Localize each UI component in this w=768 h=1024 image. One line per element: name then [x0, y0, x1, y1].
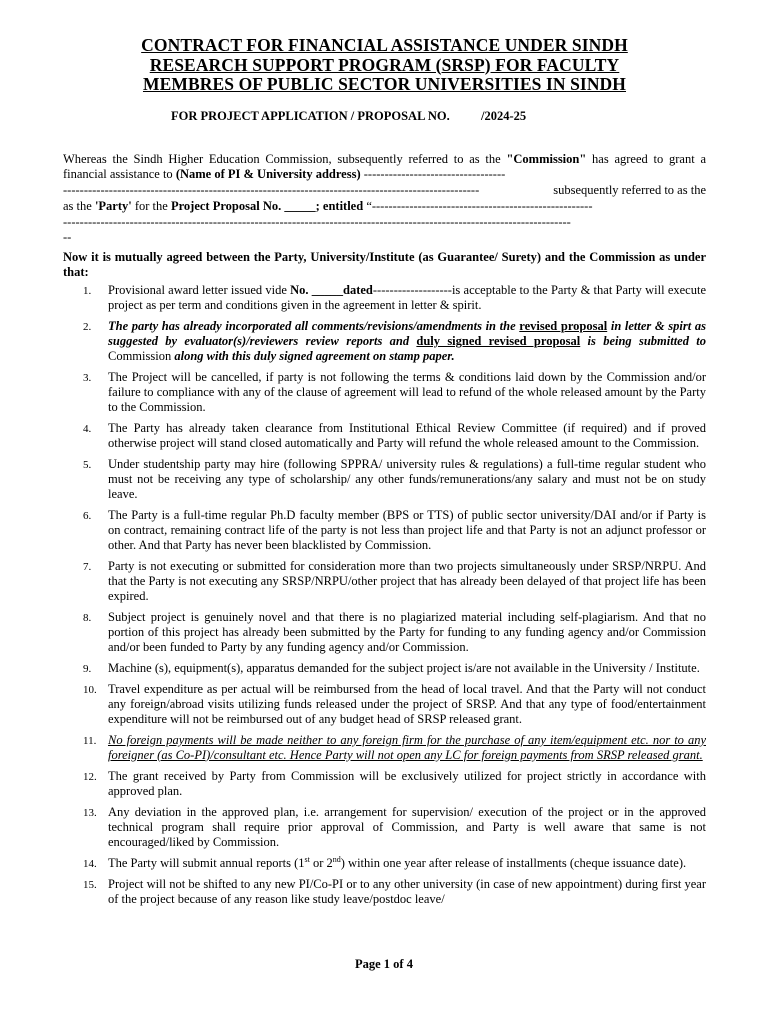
- blank-line: --------------------------------------------------------------------------------------------------------------------------: [63, 214, 571, 229]
- intro-text: for the: [131, 198, 171, 213]
- clause-text: is being submitted to: [580, 334, 707, 349]
- commission-term: "Commission": [506, 151, 587, 166]
- clause-text: ) within one year after release of installments (cheque issuance date).: [340, 855, 687, 870]
- intro-text: as the: [63, 198, 95, 213]
- agreement-statement: Now it is mutually agreed between the Party, University/Institute (as Guarantee/ Surety) and the Commission as under that:: [63, 250, 706, 280]
- clause-7: [63, 559, 706, 604]
- clause-text: Subject project is genuinely novel and that there is no plagiarized material including self-plagiarism. And that no portion of this project has already been submitted by the Party for funding to any funding agency and/or Commission and/or been funded to Party by any funding agency and/or Commission.: [108, 609, 706, 654]
- clause-text: The party has already incorporated all comments/revisions/amendments in the: [108, 319, 520, 334]
- clause-text: No foreign payments will be made neither to any foreign firm for the purchase of any item/equipment etc. nor to any foreigner (as Co-PI)/consultant etc. Hence Party will not open any LC for foreign payments from SRSP released grant.: [108, 732, 706, 762]
- clause-number: 11.: [83, 734, 97, 747]
- clause-13: [63, 805, 706, 850]
- blank-line: --: [63, 230, 72, 245]
- clause-text: The Project will be cancelled, if party is not following the terms & conditions laid down by the Commission and/or failure to compliance with any of the clause of agreement will lead to refund of the whole released amount by the Party to the Commission.: [108, 370, 706, 414]
- clause-text: The grant received by Party from Commission will be exclusively utilized for project strictly in accordance with approved plan.: [108, 768, 706, 798]
- clause-bold: duly signed revised proposal: [416, 334, 581, 349]
- clause-6: [63, 508, 706, 553]
- clause-10: [63, 682, 706, 727]
- clause-number: 9.: [83, 662, 92, 675]
- clause-15: [63, 877, 706, 907]
- clause-text: Travel expenditure as per actual will be reimbursed from the head of local travel. And that the Party will not conduct any foreign/abroad visits utilizing funds released under the project of SRSP. And that any type of food/entertainment expenditure will not be reimbursed out of any budget head of SRSP released grant.: [108, 681, 706, 726]
- party-term: 'Party': [94, 198, 132, 213]
- clause-text: The Party is a full-time regular Ph.D faculty member (BPS or TTS) of public sector university/DAI and/or if Party is on contract, remaining contract life of the party is not less than project life and that Party is not an adjunct professor or other. And that Party has never been blacklisted by Commission.: [108, 508, 706, 552]
- proposal-number-line: FOR PROJECT APPLICATION / PROPOSAL NO. /2024-25: [171, 108, 527, 123]
- clause-8: [63, 610, 706, 655]
- clause-number: 8.: [83, 611, 92, 624]
- page-number: Page 1 of 4: [355, 957, 413, 971]
- clause-text: Commission: [108, 349, 172, 364]
- clause-3: [63, 370, 706, 415]
- intro-text: subsequently referred to as the: [553, 183, 706, 198]
- clause-14: [63, 856, 706, 871]
- clause-5: [63, 457, 706, 502]
- clause-bold: revised proposal: [519, 319, 608, 334]
- superscript: st: [304, 854, 310, 864]
- clause-9: [63, 661, 706, 676]
- clause-text: along with this duly signed agreement on stamp paper.: [171, 349, 455, 364]
- clause-number: 6.: [83, 510, 92, 522]
- blank-line: ----------------------------------: [360, 167, 506, 182]
- clause-2: [63, 319, 706, 364]
- clause-number: 10.: [83, 683, 97, 696]
- clauses-list: [63, 283, 706, 906]
- clause-number: 3.: [83, 372, 92, 385]
- clause-number: 4.: [83, 423, 92, 436]
- clause-number: 14.: [83, 857, 97, 870]
- title-line-3: MEMBRES OF PUBLIC SECTOR UNIVERSITIES IN SINDH: [142, 74, 627, 94]
- clause-12: [63, 769, 706, 799]
- clause-text: Project will not be shifted to any new PI/Co-PI or to any other university (in case of new appointment) during first year of the project because of any reason like study leave/postdoc leave/: [108, 876, 706, 906]
- clause-text: in letter & spirt as suggested by evaluator(s)/reviewers review reports and: [108, 319, 706, 349]
- clause-1: [63, 283, 706, 313]
- clause-text: Any deviation in the approved plan, i.e. arrangement for supervision/ execution of the project or in the approved technical program shall require prior approval of Commission, and Party is well aware that same is not encouraged/liked by Commission.: [108, 804, 706, 849]
- intro-row: [63, 183, 706, 199]
- document-title: [63, 36, 706, 95]
- title-line-2: RESEARCH SUPPORT PROGRAM (SRSP) FOR FACULTY: [149, 54, 620, 75]
- superscript: nd: [332, 854, 341, 864]
- clause-bold: No. _____dated: [290, 283, 373, 298]
- clause-number: 13.: [83, 806, 97, 819]
- clause-number: 7.: [83, 560, 92, 573]
- title-line-1: CONTRACT FOR FINANCIAL ASSISTANCE UNDER SINDH: [141, 35, 628, 55]
- clause-11: [63, 733, 706, 763]
- clause-text: The Party will submit annual reports (1: [108, 855, 305, 870]
- clause-text: Under studentship party may hire (following SPPRA/ university rules & regulations) a full-time regular student who must not be receiving any type of scholarship/ any other funds/remunerations/any salary and must not be on study leave.: [108, 457, 706, 501]
- clause-text: The Party has already taken clearance from Institutional Ethical Review Committee (if required) and if proved otherwise project will stand closed automatically and Party will refund the whole released amount to the Commission.: [108, 421, 706, 450]
- clause-text: Provisional award letter issued vide: [108, 283, 291, 298]
- intro-paragraph: [63, 152, 706, 247]
- project-number-field: Project Proposal No. _____; entitled: [170, 198, 364, 213]
- clause-4: [63, 421, 706, 451]
- pi-name-field: (Name of PI & University address): [175, 167, 361, 182]
- clause-text: Machine (s), equipment(s), apparatus demanded for the subject project is/are not available in the University / Institute.: [108, 660, 700, 675]
- clause-number: 2.: [83, 321, 92, 334]
- clause-number: 1.: [83, 285, 92, 298]
- clause-text: -------------------is acceptable to the Party & that Party will execute project as per term and conditions given in the agreement in letter & spirit.: [108, 283, 706, 313]
- clause-number: 5.: [83, 459, 92, 472]
- blank-line: ----------------------------------------------------------------------------------------------------: [63, 183, 480, 198]
- clause-text: Party is not executing or submitted for consideration more than two projects simultaneously under SRSP/NRPU. And that the Party is not executing any SRSP/NRPU/other project that has already been delayed of that project life has been expired.: [108, 558, 706, 603]
- clause-number: 15.: [83, 878, 97, 891]
- clause-text: or 2: [309, 855, 333, 870]
- title-blank: “-----------------------------------------------------: [363, 198, 593, 213]
- intro-text: Whereas the Sindh Higher Education Commission, subsequently referred to as the: [63, 151, 507, 166]
- intro-text: has agreed to grant a financial assistance to: [63, 151, 707, 182]
- clause-number: 12.: [83, 770, 97, 783]
